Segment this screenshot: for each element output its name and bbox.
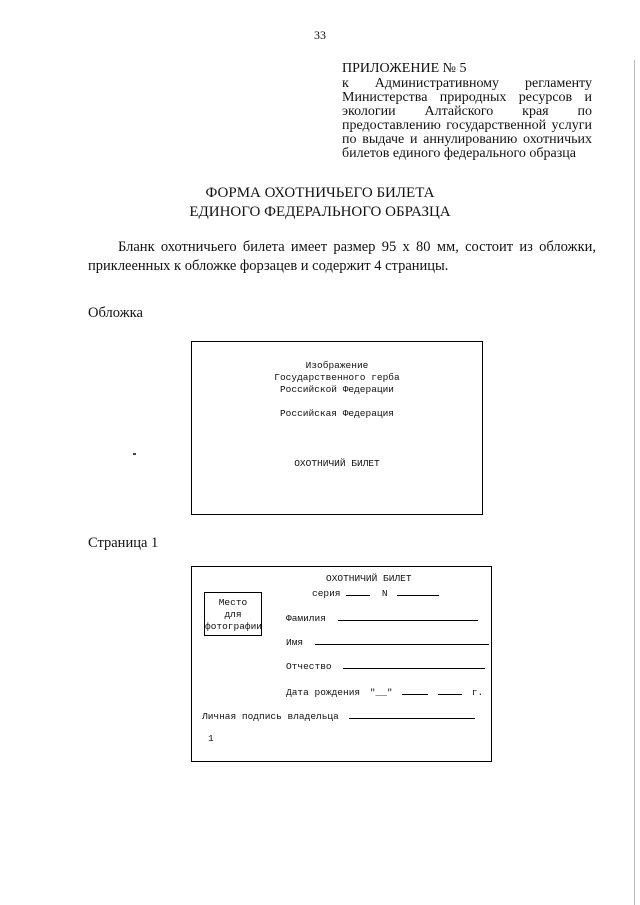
page1-form — [191, 566, 492, 762]
photo-line: фотографии — [205, 621, 263, 632]
card-title: ОХОТНИЧИЙ БИЛЕТ — [326, 573, 412, 584]
series-field — [346, 586, 370, 596]
series-row — [312, 586, 439, 599]
appendix-heading: ПРИЛОЖЕНИЕ № 5 — [342, 61, 467, 76]
patronymic-label: Отчество — [286, 661, 332, 672]
signature-row — [202, 709, 475, 722]
scan-edge-line — [634, 60, 635, 905]
number-label: N — [381, 588, 388, 599]
birth-month-field — [402, 685, 428, 695]
appendix-block — [342, 62, 592, 161]
cover-line: Изображение — [305, 360, 369, 371]
number-field — [397, 586, 439, 596]
year-suffix: г. — [471, 687, 484, 698]
surname-field — [338, 611, 478, 621]
intro-paragraph — [88, 238, 596, 276]
cover-line: Российской Федерации — [279, 384, 395, 395]
birth-label: Дата рождения — [286, 687, 361, 698]
surname-row — [286, 611, 478, 624]
birth-day: "__" — [369, 687, 393, 698]
page1-section-label: Страница 1 — [88, 535, 159, 551]
photo-placeholder — [204, 592, 262, 636]
name-label: Имя — [286, 637, 304, 648]
cover-title: ОХОТНИЧИЙ БИЛЕТ — [294, 458, 380, 469]
patronymic-row — [286, 659, 485, 672]
signature-label: Личная подпись владельца — [202, 711, 339, 722]
birth-year-field — [438, 685, 462, 695]
signature-field — [349, 709, 475, 719]
title-line-2: ЕДИНОГО ФЕДЕРАЛЬНОГО ОБРАЗЦА — [189, 204, 451, 220]
cover-section-label: Обложка — [88, 305, 143, 321]
title-line-1: ФОРМА ОХОТНИЧЬЕГО БИЛЕТА — [205, 185, 435, 201]
name-field — [315, 635, 489, 645]
cover-line: Российская Федерация — [279, 408, 395, 419]
cover-line: Государственного герба — [274, 372, 400, 383]
stray-mark — [133, 453, 136, 455]
photo-line: Место — [218, 597, 248, 608]
photo-line: для — [224, 609, 242, 620]
surname-label: Фамилия — [286, 613, 326, 624]
page-number: 33 — [314, 28, 326, 42]
card-page-number: 1 — [208, 733, 214, 744]
intro-text: Бланк охотничьего билета имеет размер 95 х 80 мм, состоит из обложки, приклеенных к обложке форзацев и содержит 4 страницы. — [88, 239, 596, 274]
birth-row — [286, 685, 483, 698]
patronymic-field — [343, 659, 485, 669]
name-row — [286, 635, 489, 648]
appendix-text: к Административному регламенту Министерства природных ресурсов и экологии Алтайского края по предоставлению государственной услуги по выдаче и аннулированию охотничьих билетов единого федерального образца — [342, 76, 592, 161]
document-title — [0, 184, 640, 222]
series-label: серия — [312, 588, 341, 599]
cover-form — [191, 341, 483, 515]
